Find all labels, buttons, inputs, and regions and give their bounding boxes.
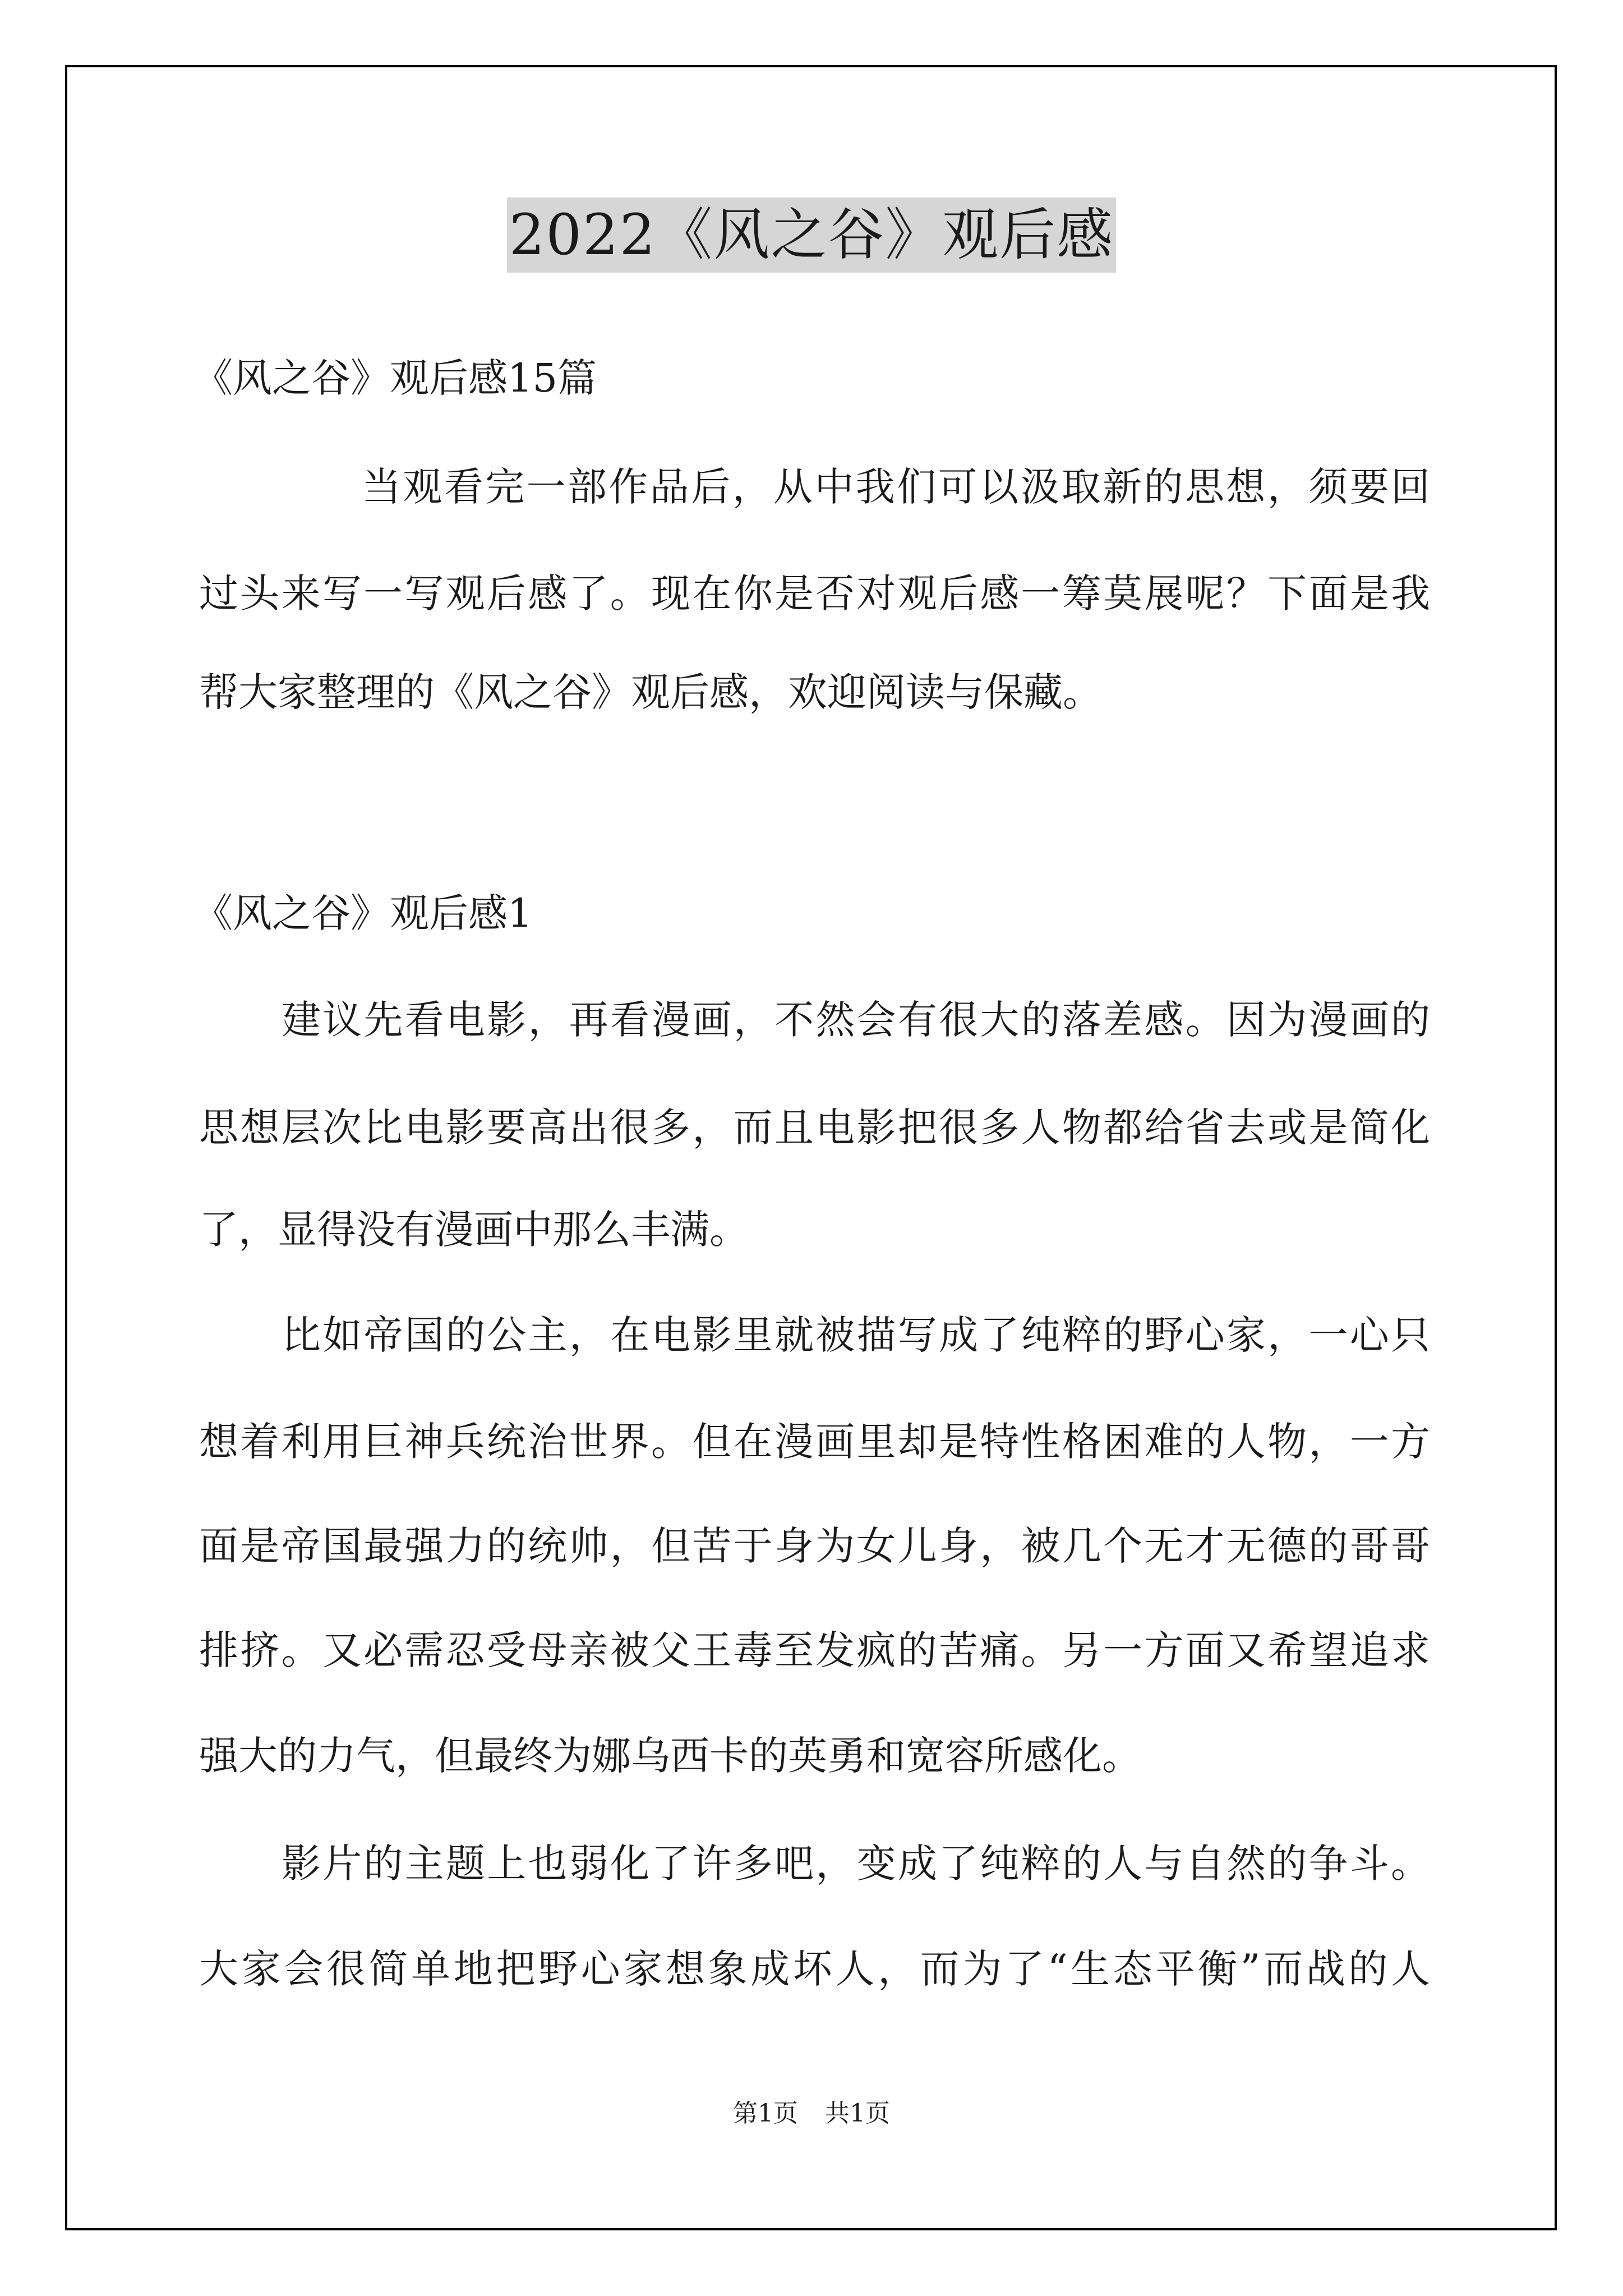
paragraph2-line-4: 排挤。又必需忍受母亲被父王毒至发疯的苦痛。另一方面又希望追求 — [199, 1627, 1430, 1673]
page-total: 共1页 — [825, 2099, 890, 2128]
paragraph2-line-3: 面是帝国最强力的统帅，但苦于身为女儿身，被几个无才无德的哥哥 — [199, 1523, 1430, 1569]
paragraph2-line-2: 想着利用巨神兵统治世界。但在漫画里却是特性格困难的人物，一方 — [199, 1419, 1430, 1465]
intro-line-1: 当观看完一部作品后，从中我们可以汲取新的思想，须要回 — [362, 464, 1430, 510]
paragraph1-line-3: 了，显得没有漫画中那么丰满。 — [199, 1207, 749, 1253]
document-subtitle: 《风之谷》观后感15篇 — [193, 355, 597, 401]
paragraph3-line-1: 影片的主题上也弱化了许多吧，变成了纯粹的人与自然的争斗。 — [282, 1841, 1430, 1887]
intro-line-2: 过头来写一写观后感了。现在你是否对观后感一筹莫展呢？下面是我 — [199, 570, 1430, 616]
paragraph2-line-1: 比如帝国的公主，在电影里就被描写成了纯粹的野心家，一心只 — [282, 1312, 1430, 1358]
document-title — [0, 197, 1623, 276]
page-footer — [0, 2097, 1623, 2131]
intro-line-3: 帮大家整理的《风之谷》观后感，欢迎阅读与保藏。 — [199, 669, 1102, 715]
page-number: 第1页 — [733, 2099, 798, 2128]
paragraph1-line-2: 思想层次比电影要高出很多，而且电影把很多人物都给省去或是简化 — [199, 1105, 1430, 1151]
paragraph2-line-5: 强大的力气，但最终为娜乌西卡的英勇和宽容所感化。 — [199, 1733, 1141, 1779]
paragraph3-line-2: 大家会很简单地把野心家想象成坏人，而为了“生态平衡”而战的人 — [199, 1946, 1430, 1992]
section-heading: 《风之谷》观后感1 — [193, 890, 533, 936]
document-title-text: 2022《风之谷》观后感 — [507, 197, 1117, 273]
paragraph1-line-1: 建议先看电影，再看漫画，不然会有很大的落差感。因为漫画的 — [282, 997, 1430, 1043]
